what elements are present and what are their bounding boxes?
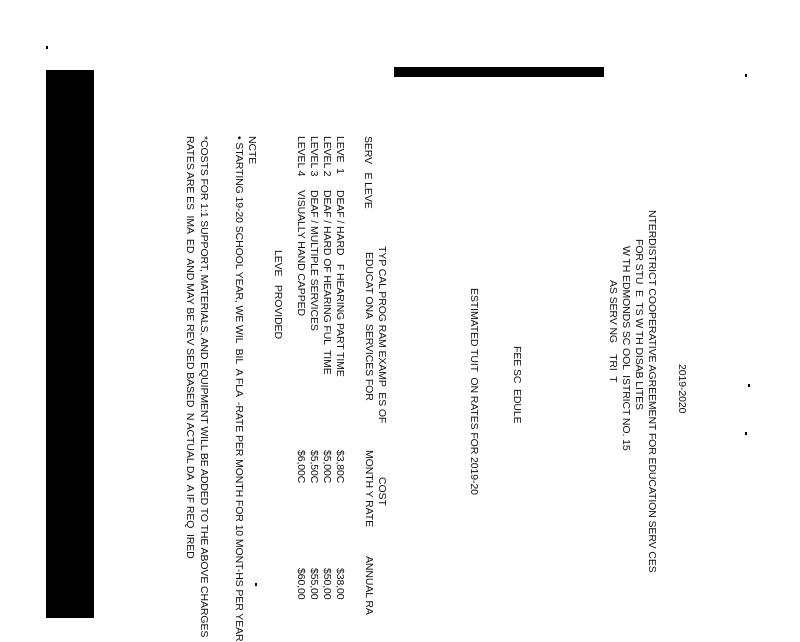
scan-speck	[745, 432, 747, 435]
column-header-cost: COST	[376, 477, 388, 506]
row-level: LEVEL 2	[321, 136, 333, 177]
row-annual-rate: $38,00	[334, 568, 346, 600]
redaction-bar-horizontal	[394, 67, 604, 77]
row-month-rate: $5,00C	[321, 450, 333, 484]
scan-speck	[46, 46, 48, 49]
doc-title-line-2: FOR STU E TS W TH DISAB LITES	[633, 239, 645, 410]
column-header-programs-line-2: EDUCAT ONA SERVICES FOR	[363, 252, 375, 401]
row-annual-rate: $60,00	[295, 568, 307, 600]
level-provided-label: LEVE PROVIDED	[272, 250, 284, 339]
tuition-rates-heading: ESTIMATED TUIT ON RATES FOR 2019-20	[468, 288, 480, 495]
fee-schedule-heading: FEE SC EDULE	[511, 346, 523, 424]
column-header-month-rate: MONTH Y RATE	[363, 450, 375, 527]
column-header-programs-line-1: TYP CAL PROG RAM EXAMP ES OF	[376, 246, 388, 424]
scan-speck	[745, 74, 747, 77]
row-program: DEAF / MULTIPLE SERVICES	[308, 190, 320, 331]
row-program: VISUALLY HAND CAPPED	[295, 190, 307, 316]
row-month-rate: $3,80C	[334, 450, 346, 484]
row-level: LEVEL 3	[308, 136, 320, 177]
note-heading: NCTE	[246, 136, 258, 165]
doc-title-line-3: W TH EDMONDS SC OOL ISTRICT NO. 15	[620, 246, 632, 451]
redaction-bar-vertical	[46, 70, 94, 618]
scan-speck	[748, 384, 750, 387]
scan-speck	[255, 583, 257, 586]
row-annual-rate: $55,00	[308, 568, 320, 600]
note-item-3: RATES ARE ES IMA ED AND MAY BE REV SED BASED N ACTUAL DA A IF REQ IRED	[184, 136, 196, 559]
row-month-rate: $5,50C	[308, 450, 320, 484]
note-item-2: *COSTS FOR 1:1 SUPPORT, MATERIALS, AND EQUIPMENT WILL BE ADDED TO THE ABOVE CHARGES	[198, 136, 210, 638]
row-program: DEAF / HARD OF HEARING FUL TIME	[321, 190, 333, 375]
doc-year: 2019-2020	[676, 364, 688, 414]
note-item-1: • STARTING 19-20 SCHOOL YEAR, WE WIL BIL A FLA -RATE PER MONTH FOR 10 MONT-HS PER YEAR	[233, 136, 245, 642]
column-header-annual-rate: ANNUAL RA	[363, 556, 375, 615]
row-program: DEAF / HARD F HEARING PART TIME	[334, 190, 346, 377]
doc-title-line-4: AS SERV NG TRI T	[607, 280, 619, 383]
column-header-service-level: SERV E LEVE	[362, 136, 374, 209]
row-annual-rate: $50,00	[321, 568, 333, 600]
row-month-rate: $6,00C	[295, 450, 307, 484]
doc-title-line-1: NTERDISTRICT COOPERATIVE AGREEMENT FOR EDUCATION SERV CES	[646, 210, 658, 573]
row-level: LEVE 1	[334, 136, 346, 174]
row-level: LEVEL 4	[295, 136, 307, 177]
